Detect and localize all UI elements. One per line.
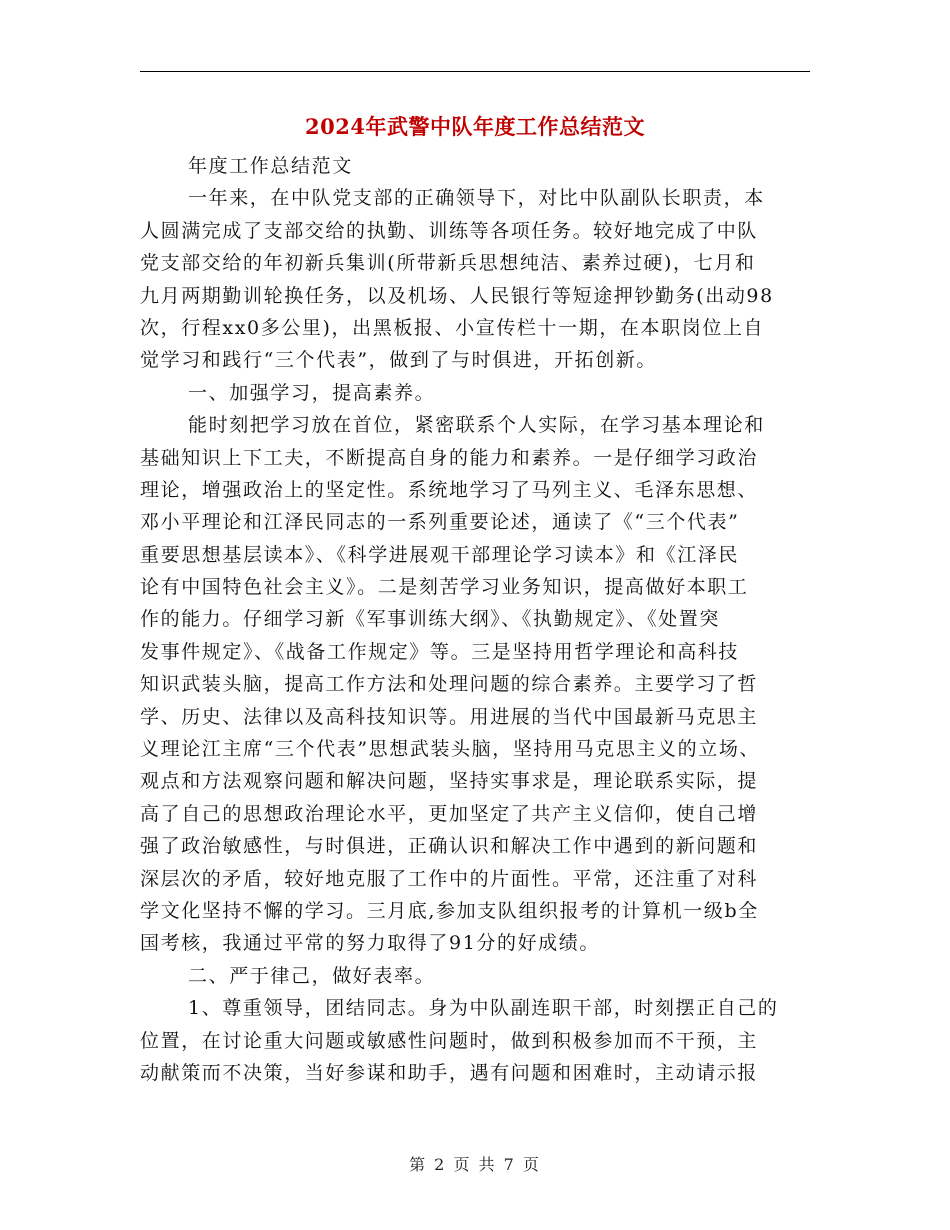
body-text-line: 1、尊重领导，团结同志。身为中队副连职干部，时刻摆正自己的 xyxy=(188,997,779,1020)
body-text-line: 年度工作总结范文 xyxy=(188,155,353,177)
body-text-line: 党支部交给的年初新兵集训(所带新兵思想纯洁、素养过硬)，七月和 xyxy=(140,252,756,275)
body-text-line: 位置，在讨论重大问题或敏感性问题时，做到积极参加而不干预，主 xyxy=(140,1029,759,1052)
body-text-line: 重要思想基层读本》、《科学进展观干部理论学习读本》和《江泽民 xyxy=(140,543,740,566)
body-text-line: 观点和方法观察问题和解决问题，坚持实事求是，理论联系实际，提 xyxy=(140,770,759,793)
body-text-line: 一年来，在中队党支部的正确领导下，对比中队副队长职责，本 xyxy=(188,187,765,210)
body-text-line: 高了自己的思想政治理论水平，更加坚定了共产主义信仰，使自己增 xyxy=(140,802,759,825)
body-text-line: 学文化坚持不懈的学习。三月底,参加支队组织报考的计算机一级b全 xyxy=(140,899,759,922)
page-number-footer: 第 2 页 共 7 页 xyxy=(409,1155,541,1174)
body-text-line: 一、加强学习，提高素养。 xyxy=(188,381,436,404)
body-text-line: 作的能力。仔细学习新《军事训练大纲》、《执勤规定》、《处置突 xyxy=(140,608,721,631)
body-text-line: 学、历史、法律以及高科技知识等。用进展的当代中国最新马克思主 xyxy=(140,705,759,728)
header-rule xyxy=(140,71,810,72)
body-text-line: 邓小平理论和江泽民同志的一系列重要论述，通读了《“三个代表” xyxy=(140,511,740,534)
body-text-line: 深层次的矛盾，较好地克服了工作中的片面性。平常，还注重了对科 xyxy=(140,867,759,890)
body-text-line: 二、严于律己，做好表率。 xyxy=(188,964,436,987)
body-text-line: 义理论江主席“三个代表”思想武装头脑，坚持用马克思主义的立场、 xyxy=(140,738,761,761)
body-text-line: 能时刻把学习放在首位，紧密联系个人实际，在学习基本理论和 xyxy=(188,414,765,437)
body-text-line: 次，行程xx0多公里)，出黑板报、小宣传栏十一期，在本职岗位上自 xyxy=(140,316,765,339)
body-text-line: 知识武装头脑，提高工作方法和处理问题的综合素养。主要学习了哲 xyxy=(140,673,759,696)
body-text-line: 动献策而不决策，当好参谋和助手，遇有问题和困难时，主动请示报 xyxy=(140,1061,759,1084)
body-text-line: 人圆满完成了支部交给的执勤、训练等各项任务。较好地完成了中队 xyxy=(140,219,759,242)
body-text-line: 论有中国特色社会主义》。二是刻苦学习业务知识，提高做好本职工 xyxy=(140,576,749,599)
body-text-line: 强了政治敏感性，与时俱进，正确认识和解决工作中遇到的新问题和 xyxy=(140,835,759,858)
body-text-line: 国考核，我通过平常的努力取得了91分的好成绩。 xyxy=(140,932,600,955)
document-body xyxy=(140,150,810,1089)
body-text-line: 觉学习和践行“三个代表”，做到了与时俱进，开拓创新。 xyxy=(140,349,658,372)
document-title: 2024年武警中队年度工作总结范文 xyxy=(305,114,645,139)
body-text-line: 发事件规定》、《战备工作规定》等。三是坚持用哲学理论和高科技 xyxy=(140,640,740,663)
body-text-line: 九月两期勤训轮换任务，以及机场、人民银行等短途押钞勤务(出动98 xyxy=(140,284,774,307)
body-text-line: 理论，增强政治上的坚定性。系统地学习了马列主义、毛泽东思想、 xyxy=(140,478,759,501)
body-text-line: 基础知识上下工夫，不断提高自身的能力和素养。一是仔细学习政治 xyxy=(140,446,759,469)
